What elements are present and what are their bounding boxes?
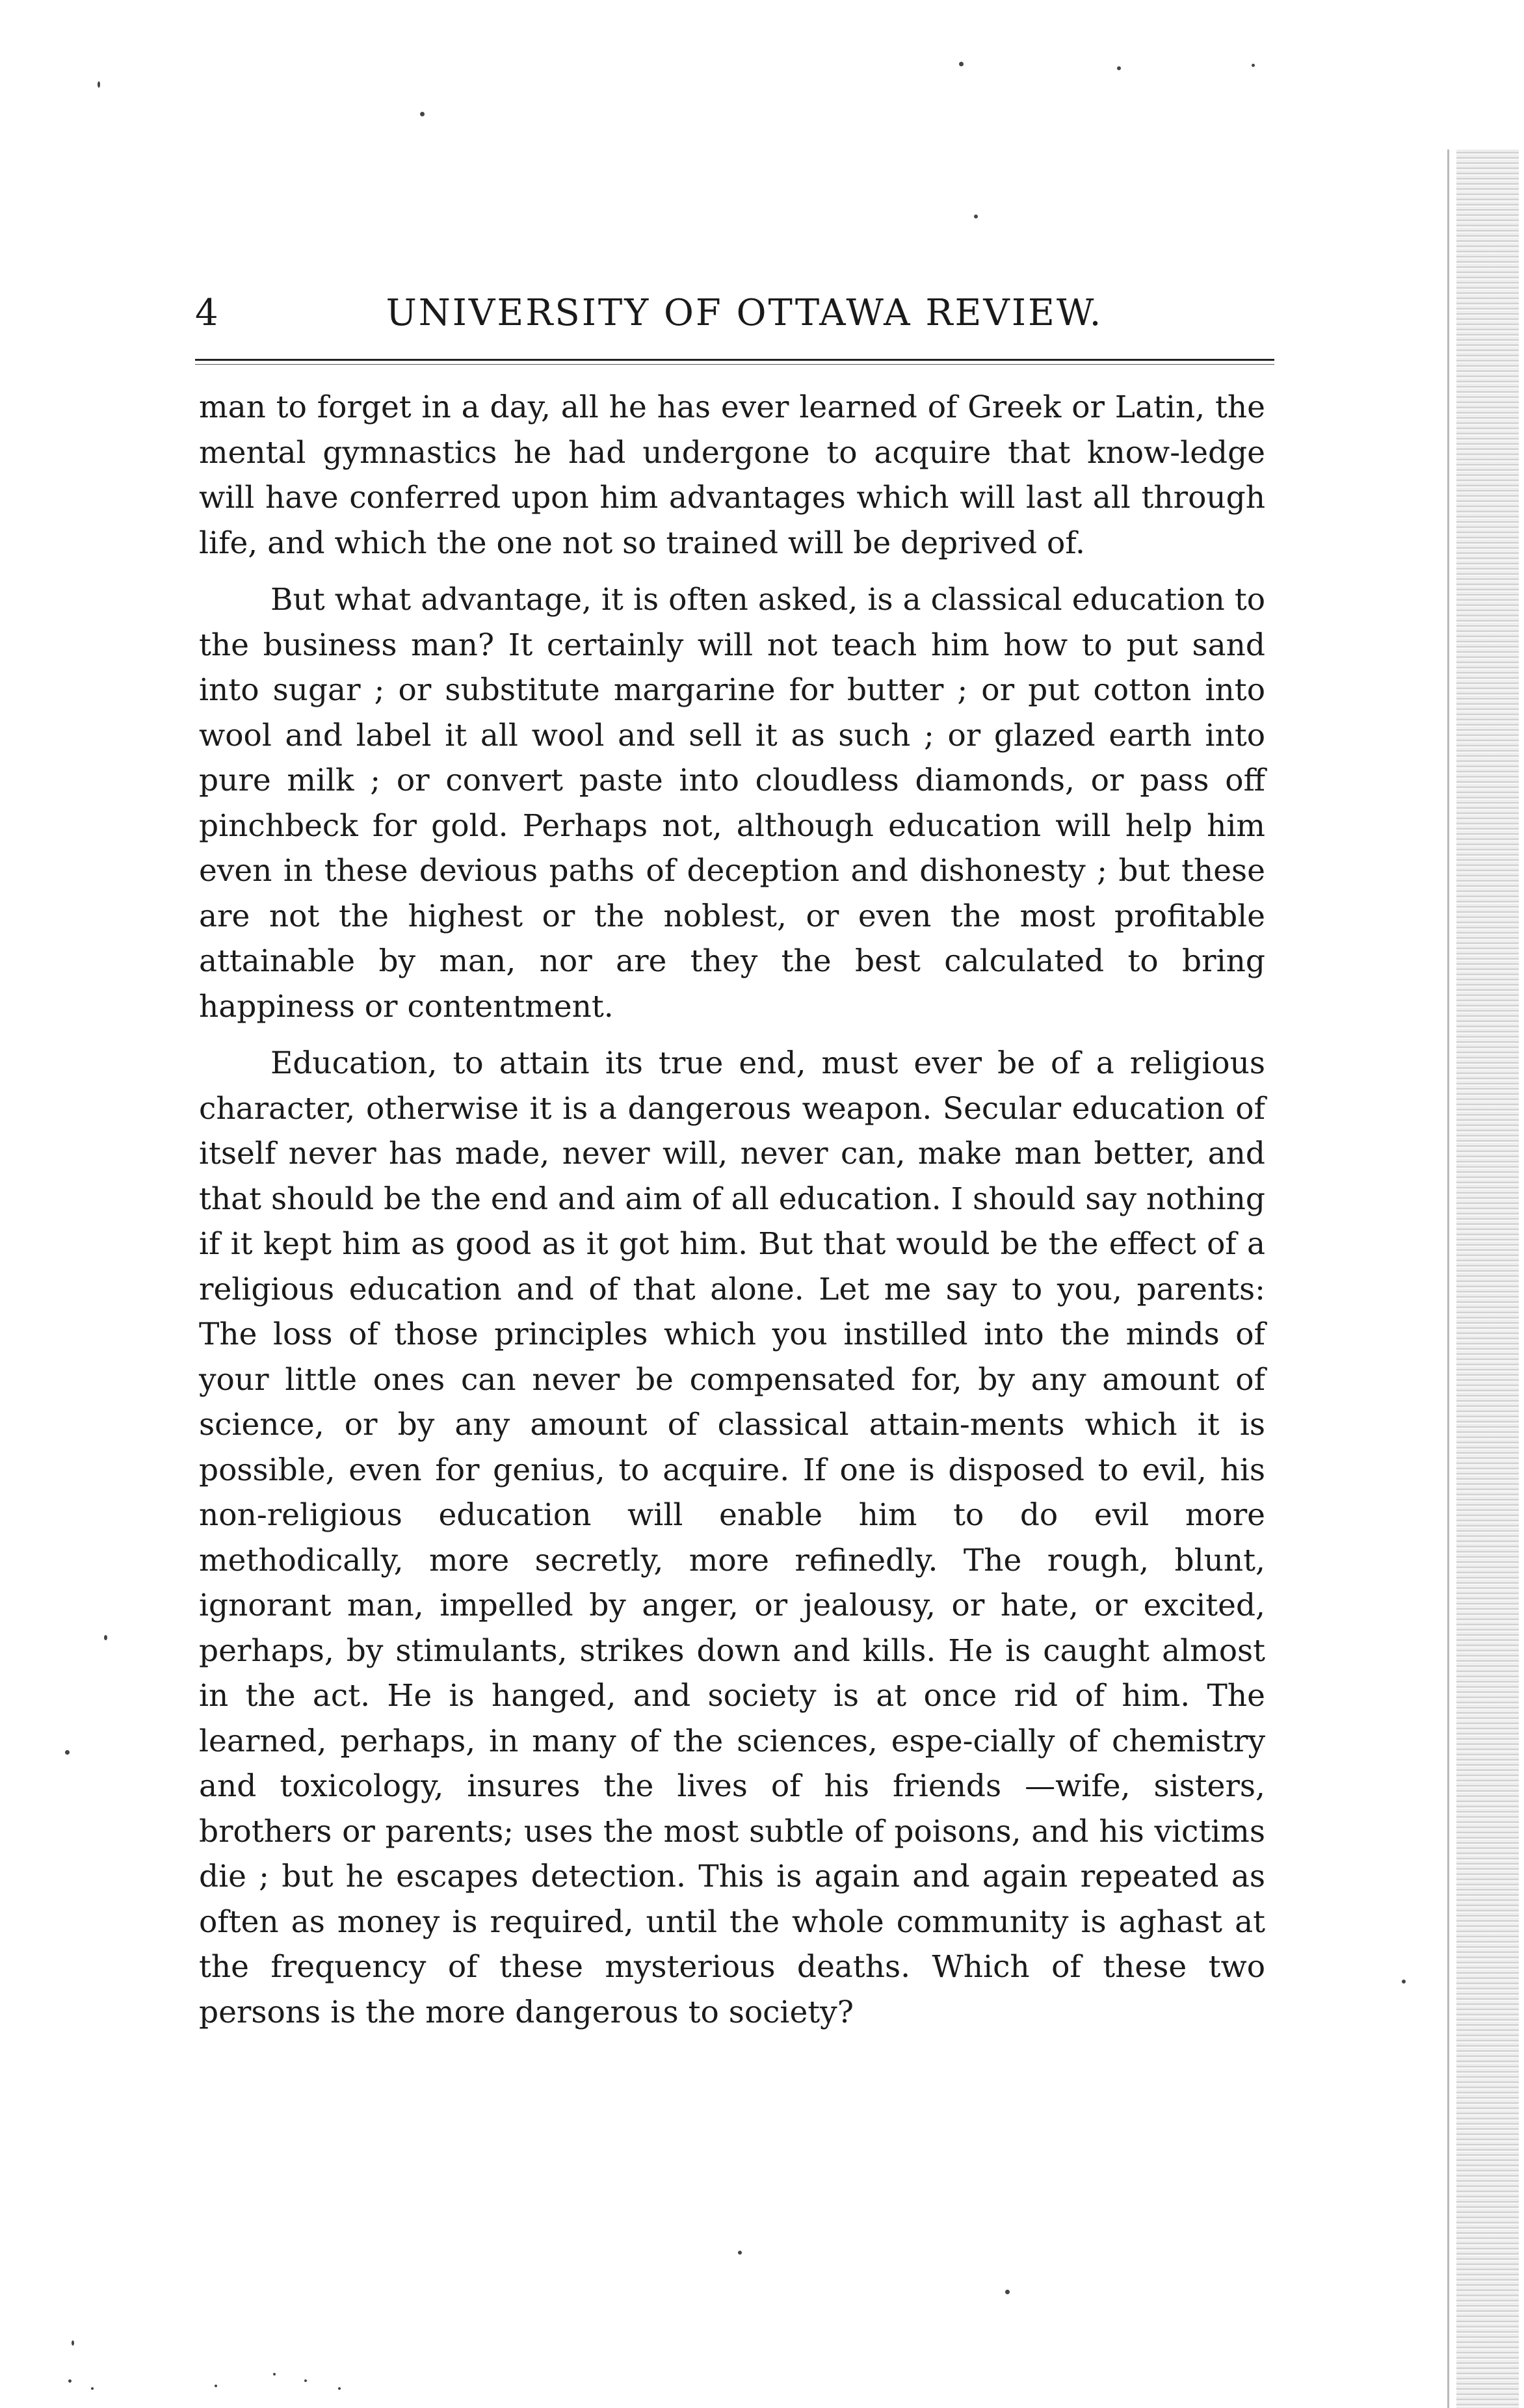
dust-speck [1252,64,1255,67]
header-rule [195,359,1274,361]
scan-edge-texture [1456,150,1519,2408]
paragraph-continuation: man to forget in a day, all he has ever learned of Greek or Latin, the mental gymnastics he had undergone to acquire that know-ledge will have conferred upon him advantages which will last all through life, and which the one not so trained will be deprived of. [199,389,1265,561]
paragraph-religious-education: Education, to attain its true end, must ever be of a religious character, otherwise it is a dangerous weapon. Secular education of itself never has made, never will, never can, make man better, and that should be the end and aim of all education. I should say nothing if it kept him as good as it got him. But that would be the effect of a religious education and of that alone. Let me say to you, parents: The loss of those principles which you instilled into the minds of your little ones can never be compensated for, by any amount of science, or by any amount of classical attain-ments which it is possible, even for genius, to acquire. If one is disposed to evil, his non-religious education will enable him to do evil more methodically, more secretly, more refinedly. The rough, blunt, ignorant man, impelled by anger, or jealousy, or hate, or excited, perhaps, by stimulants, strikes down and kills. He is caught almost in the act. He is hanged, and society is at once rid of him. The learned, perhaps, in many of the sciences, espe-cially of chemistry and toxicology, insures the lives of his friends —wife, sisters, brothers or parents; uses the most subtle of poisons, and his victims die ; but he escapes detection. This is again and again repeated as often as money is required, until the whole community is aghast at the frequency of these mysterious deaths. Which of these two persons is the more dangerous to society? [199,1045,1265,2030]
dust-speck [104,1635,107,1640]
dust-speck [974,215,978,218]
dust-speck [68,2379,72,2383]
dust-speck [338,2387,341,2390]
page-number: 4 [195,292,218,334]
page-header [195,287,1274,339]
running-head: UNIVERSITY OF OTTAWA REVIEW. [386,292,1103,334]
dust-speck [91,2387,94,2390]
header-rule-thin [195,364,1274,365]
scan-edge-line [1447,150,1449,2408]
paragraph-business-man: But what advantage, it is often asked, is a classical education to the business man? It certainly will not teach him how to put sand into sugar ; or substitute margarine for butter ; or put cotton into wool and label it all wool and sell it as such ; or glazed earth into pure milk ; or convert paste into cloudless diamonds, or pass off pinchbeck for gold. Perhaps not, although education will help him even in these devious paths of deception and dishonesty ; but these are not the highest or the noblest, or even the most profitable attainable by man, nor are they the best calculated to bring happiness or contentment. [199,582,1265,1025]
dust-speck [420,112,425,116]
dust-speck [1005,2290,1010,2294]
dust-speck [72,2340,74,2346]
body-text [199,385,1265,2035]
dust-speck [304,2379,307,2382]
dust-speck [1402,1980,1406,1983]
dust-speck [273,2373,276,2375]
dust-speck [98,81,100,88]
dust-speck [959,62,964,66]
dust-speck [738,2251,742,2255]
dust-speck [65,1750,70,1755]
dust-speck [1117,66,1121,70]
dust-speck [215,2385,217,2387]
